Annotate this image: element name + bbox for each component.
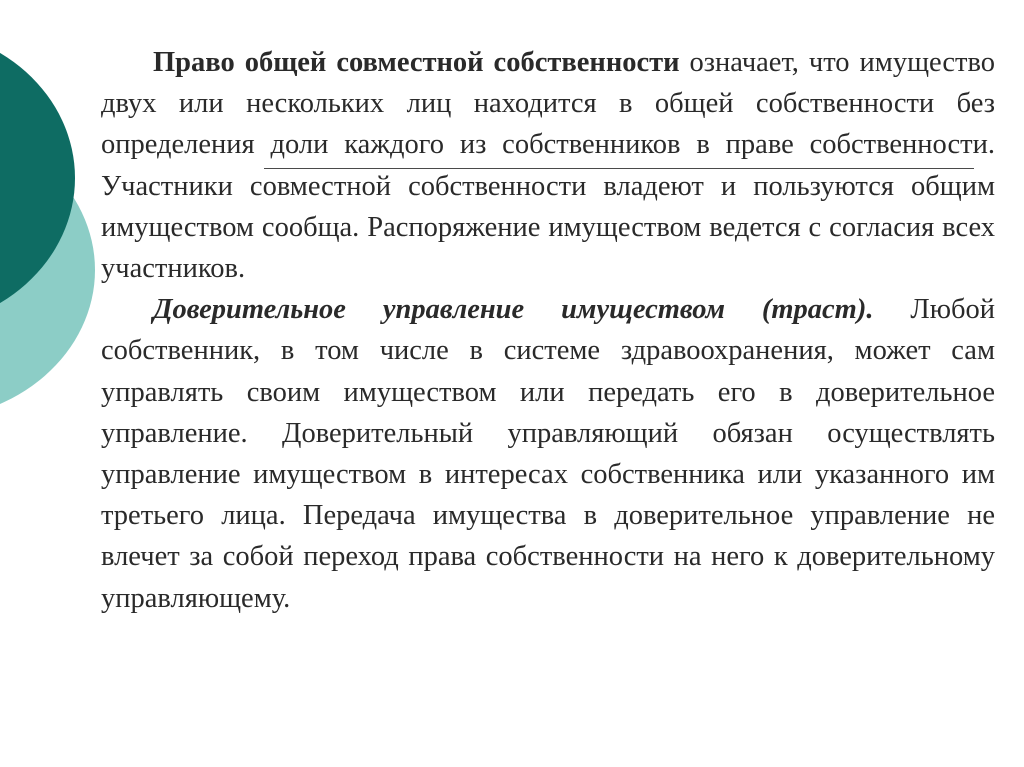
- term-joint-ownership: Право общей совместной собственности: [153, 47, 680, 78]
- paragraph-trust-management: [101, 289, 995, 619]
- paragraph-joint-ownership-text: означает, что имущество двух или нескольких лиц находится в общей собственности без определения доли каждого из собственников в праве собственности. Участники совместной собственности владеют и пользуются общим имуществом сообща. Распоряжение имуществом ведется с согласия всех участников.: [101, 47, 995, 285]
- term-trust-management: Доверительное управление имуществом (траст).: [153, 294, 874, 326]
- paragraph-trust-management-text: Любой собственник, в том числе в системе здравоохранения, может сам управлять своим имуществом или передать его в доверительное управление. Доверительный управляющий обязан осуществлять управление имуществом в интересах собственника или указанного им третьего лица. Передача имущества в доверительное управление не влечет за собой переход права собственности на него к доверительному управляющему.: [101, 294, 996, 614]
- slide-body: [101, 42, 995, 619]
- paragraph-joint-ownership: [101, 42, 995, 289]
